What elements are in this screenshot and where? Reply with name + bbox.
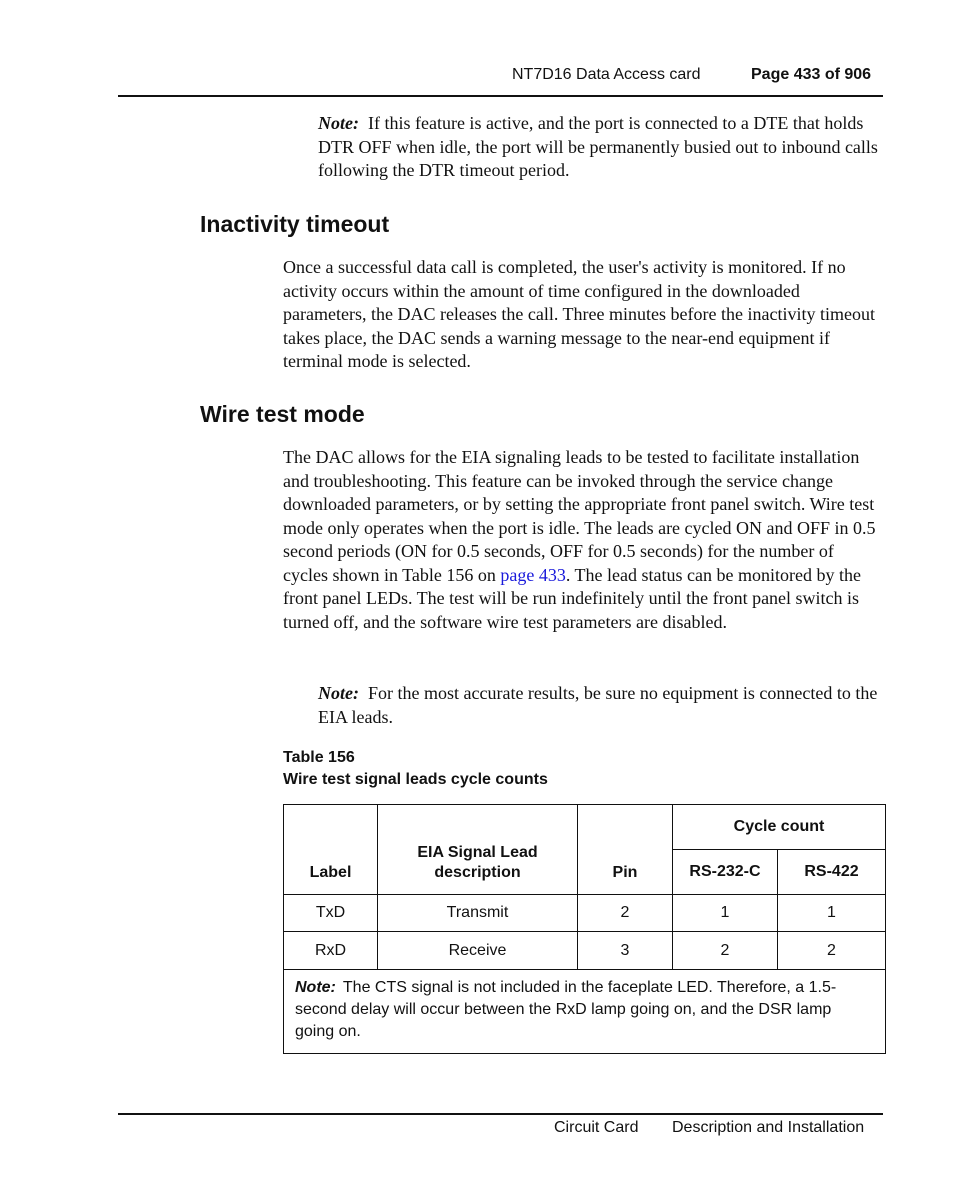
header-cycle-count: Cycle count [673,805,886,850]
page-link[interactable]: page 433 [500,564,566,585]
footer-book-title: Circuit Card [554,1119,639,1136]
note-accurate-results [318,682,883,729]
cell-rs232: 2 [673,932,778,970]
page-number: Page 433 of 906 [751,66,872,83]
paragraph-text-continued: . The lead status can be monitored by the front panel LEDs. The test will be run indefinitely until the front panel switch is turned off, and the software wire test parameters are disabled. [283,564,861,632]
note-text: If this feature is active, and the port is connected to a DTE that holds DTR OFF when idle, the port will be permanently busied out to inbound calls following the DTR timeout period. [318,113,878,180]
cell-pin: 3 [578,932,673,970]
running-header-title: NT7D16 Data Access card [512,66,701,83]
header-rule [118,95,883,97]
table-title: Wire test signal leads cycle counts [283,771,548,788]
header-pin: Pin [578,805,673,895]
cell-label: RxD [284,932,378,970]
section-heading-wire-test-mode: Wire test mode [200,401,365,427]
table-note-label: Note: [295,979,336,996]
header-label: Label [284,805,378,895]
table-note-row [284,970,886,1054]
table-row [284,895,886,932]
note-label: Note: [318,683,359,703]
paragraph-wire-test-mode [283,446,883,634]
note-label: Note: [318,113,359,133]
table-row [284,932,886,970]
table-number: Table 156 [283,749,355,766]
section-heading-inactivity-timeout: Inactivity timeout [200,211,390,237]
footer-rule [118,1113,883,1115]
paragraph-text: The DAC allows for the EIA signaling leads to be tested to facilitate installation and troubleshooting. This feature can be invoked through the service change downloaded parameters, or by setting the appropriate front panel switch. Wire test mode only operates when the port is idle. The leads are cycled ON and OFF in 0.5 second periods (ON for 0.5 seconds, OFF for 0.5 seconds) for the number of cycles shown in Table 156 on [283,447,876,585]
cell-label: TxD [284,895,378,932]
cell-rs422: 2 [778,932,886,970]
cycle-count-table [283,804,886,1054]
header-description-line1: EIA Signal Lead [417,844,538,861]
header-description [378,805,578,895]
header-rs422: RS-422 [778,850,886,895]
header-rs232: RS-232-C [673,850,778,895]
cell-description: Receive [378,932,578,970]
cell-rs232: 1 [673,895,778,932]
footer-book-subtitle: Description and Installation [672,1119,865,1136]
note-dtr-timeout [318,112,878,183]
cell-description: Transmit [378,895,578,932]
table-note-text: The CTS signal is not included in the faceplate LED. Therefore, a 1.5-second delay will occur between the RxD lamp going on, and the DSR lamp going on. [295,979,837,1040]
paragraph-inactivity-timeout: Once a successful data call is completed, the user's activity is monitored. If no activity occurs within the amount of time configured in the downloaded parameters, the DAC releases the call. Three minutes before the inactivity timeout takes place, the DAC sends a warning message to the near-end equipment if terminal mode is selected. [283,257,875,371]
cell-pin: 2 [578,895,673,932]
header-description-line2: description [434,864,521,881]
table-note [284,970,886,1054]
cell-rs422: 1 [778,895,886,932]
note-text: For the most accurate results, be sure no equipment is connected to the EIA leads. [318,683,878,727]
